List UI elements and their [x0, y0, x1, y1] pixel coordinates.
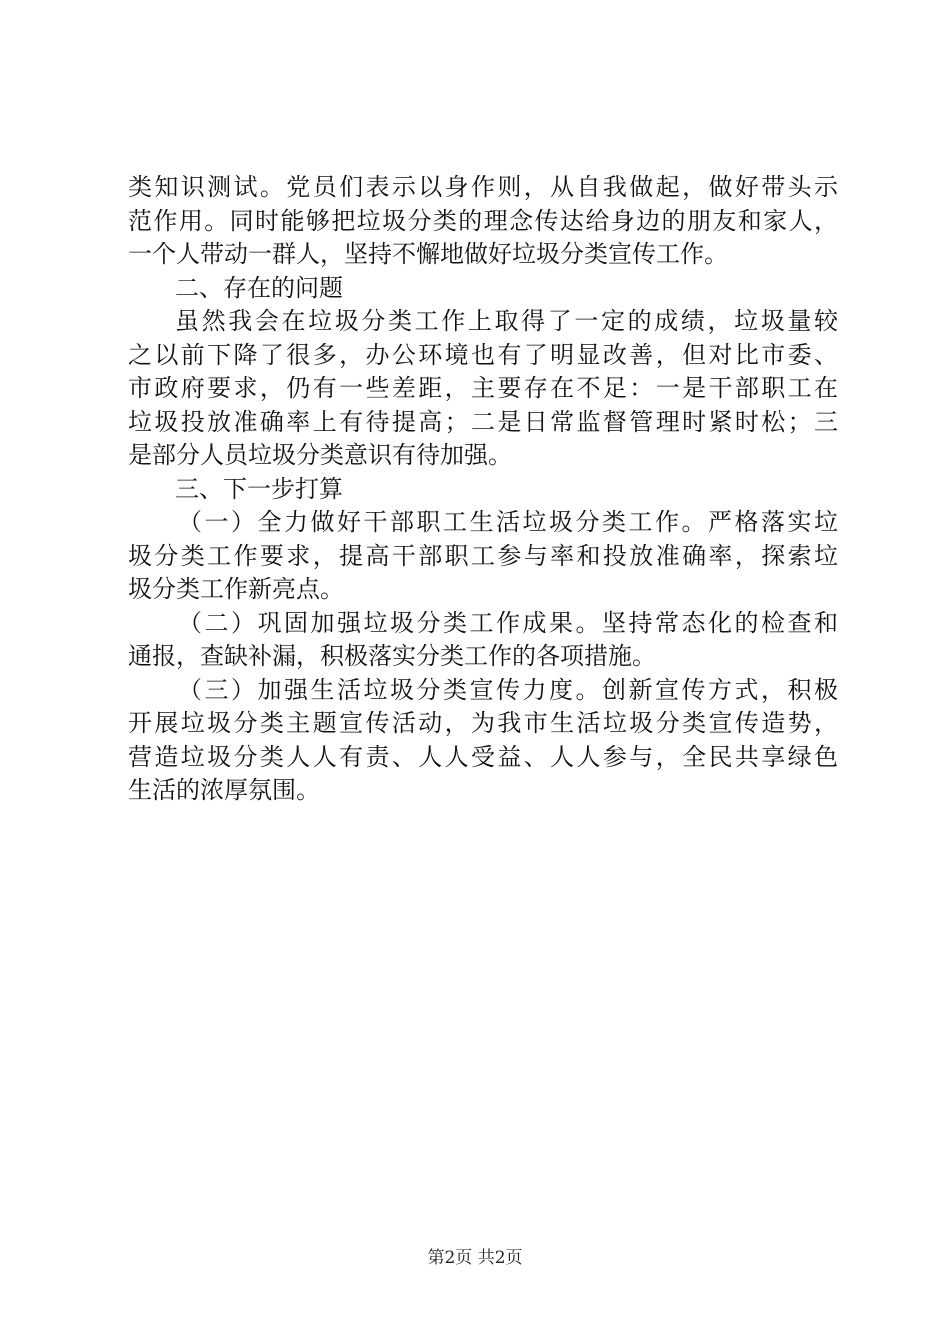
document-body: [128, 171, 838, 808]
paragraph-line: 开展垃圾分类主题宣传活动，为我市生活垃圾分类宣传造势，: [128, 709, 838, 737]
paragraph-line: （二）巩固加强垃圾分类工作成果。坚持常态化的检查和: [178, 608, 838, 637]
paragraph-line: 通报，查缺补漏，积极落实分类工作的各项措施。: [128, 642, 656, 670]
paragraph-line: 一个人带动一群人，坚持不懈地做好垃圾分类宣传工作。: [128, 240, 728, 268]
paragraph-line: 垃圾投放准确率上有待提高；二是日常监督管理时紧时松；三: [128, 407, 838, 436]
paragraph-line: 圾分类工作新亮点。: [128, 575, 344, 603]
paragraph-line: 营造垃圾分类人人有责、人人受益、人人参与，全民共享绿色: [128, 742, 838, 771]
paragraph-line: 虽然我会在垃圾分类工作上取得了一定的成绩，垃圾量较: [175, 307, 838, 335]
paragraph-line: 之以前下降了很多，办公环境也有了明显改善，但对比市委、: [128, 340, 838, 369]
paragraph-line: 类知识测试。党员们表示以身作则，从自我做起，做好带头示: [128, 173, 838, 201]
paragraph-line: 生活的浓厚氛围。: [128, 776, 320, 804]
paragraph-line: 市政府要求，仍有一些差距，主要存在不足：一是干部职工在: [128, 374, 838, 402]
paragraph-line: 圾分类工作要求，提高干部职工参与率和投放准确率，探索垃: [128, 541, 838, 570]
paragraph-line: 是部分人员垃圾分类意识有待加强。: [128, 441, 512, 469]
paragraph-line: （三）加强生活垃圾分类宣传力度。创新宣传方式，积极: [178, 675, 838, 704]
section-heading: 三、下一步打算: [175, 474, 343, 503]
page-number-footer: 第2页 共2页: [427, 1248, 523, 1268]
section-heading: 二、存在的问题: [175, 273, 343, 302]
paragraph-line: 范作用。同时能够把垃圾分类的理念传达给身边的朋友和家人，: [128, 206, 838, 235]
paragraph-line: （一）全力做好干部职工生活垃圾分类工作。严格落实垃: [178, 508, 838, 536]
